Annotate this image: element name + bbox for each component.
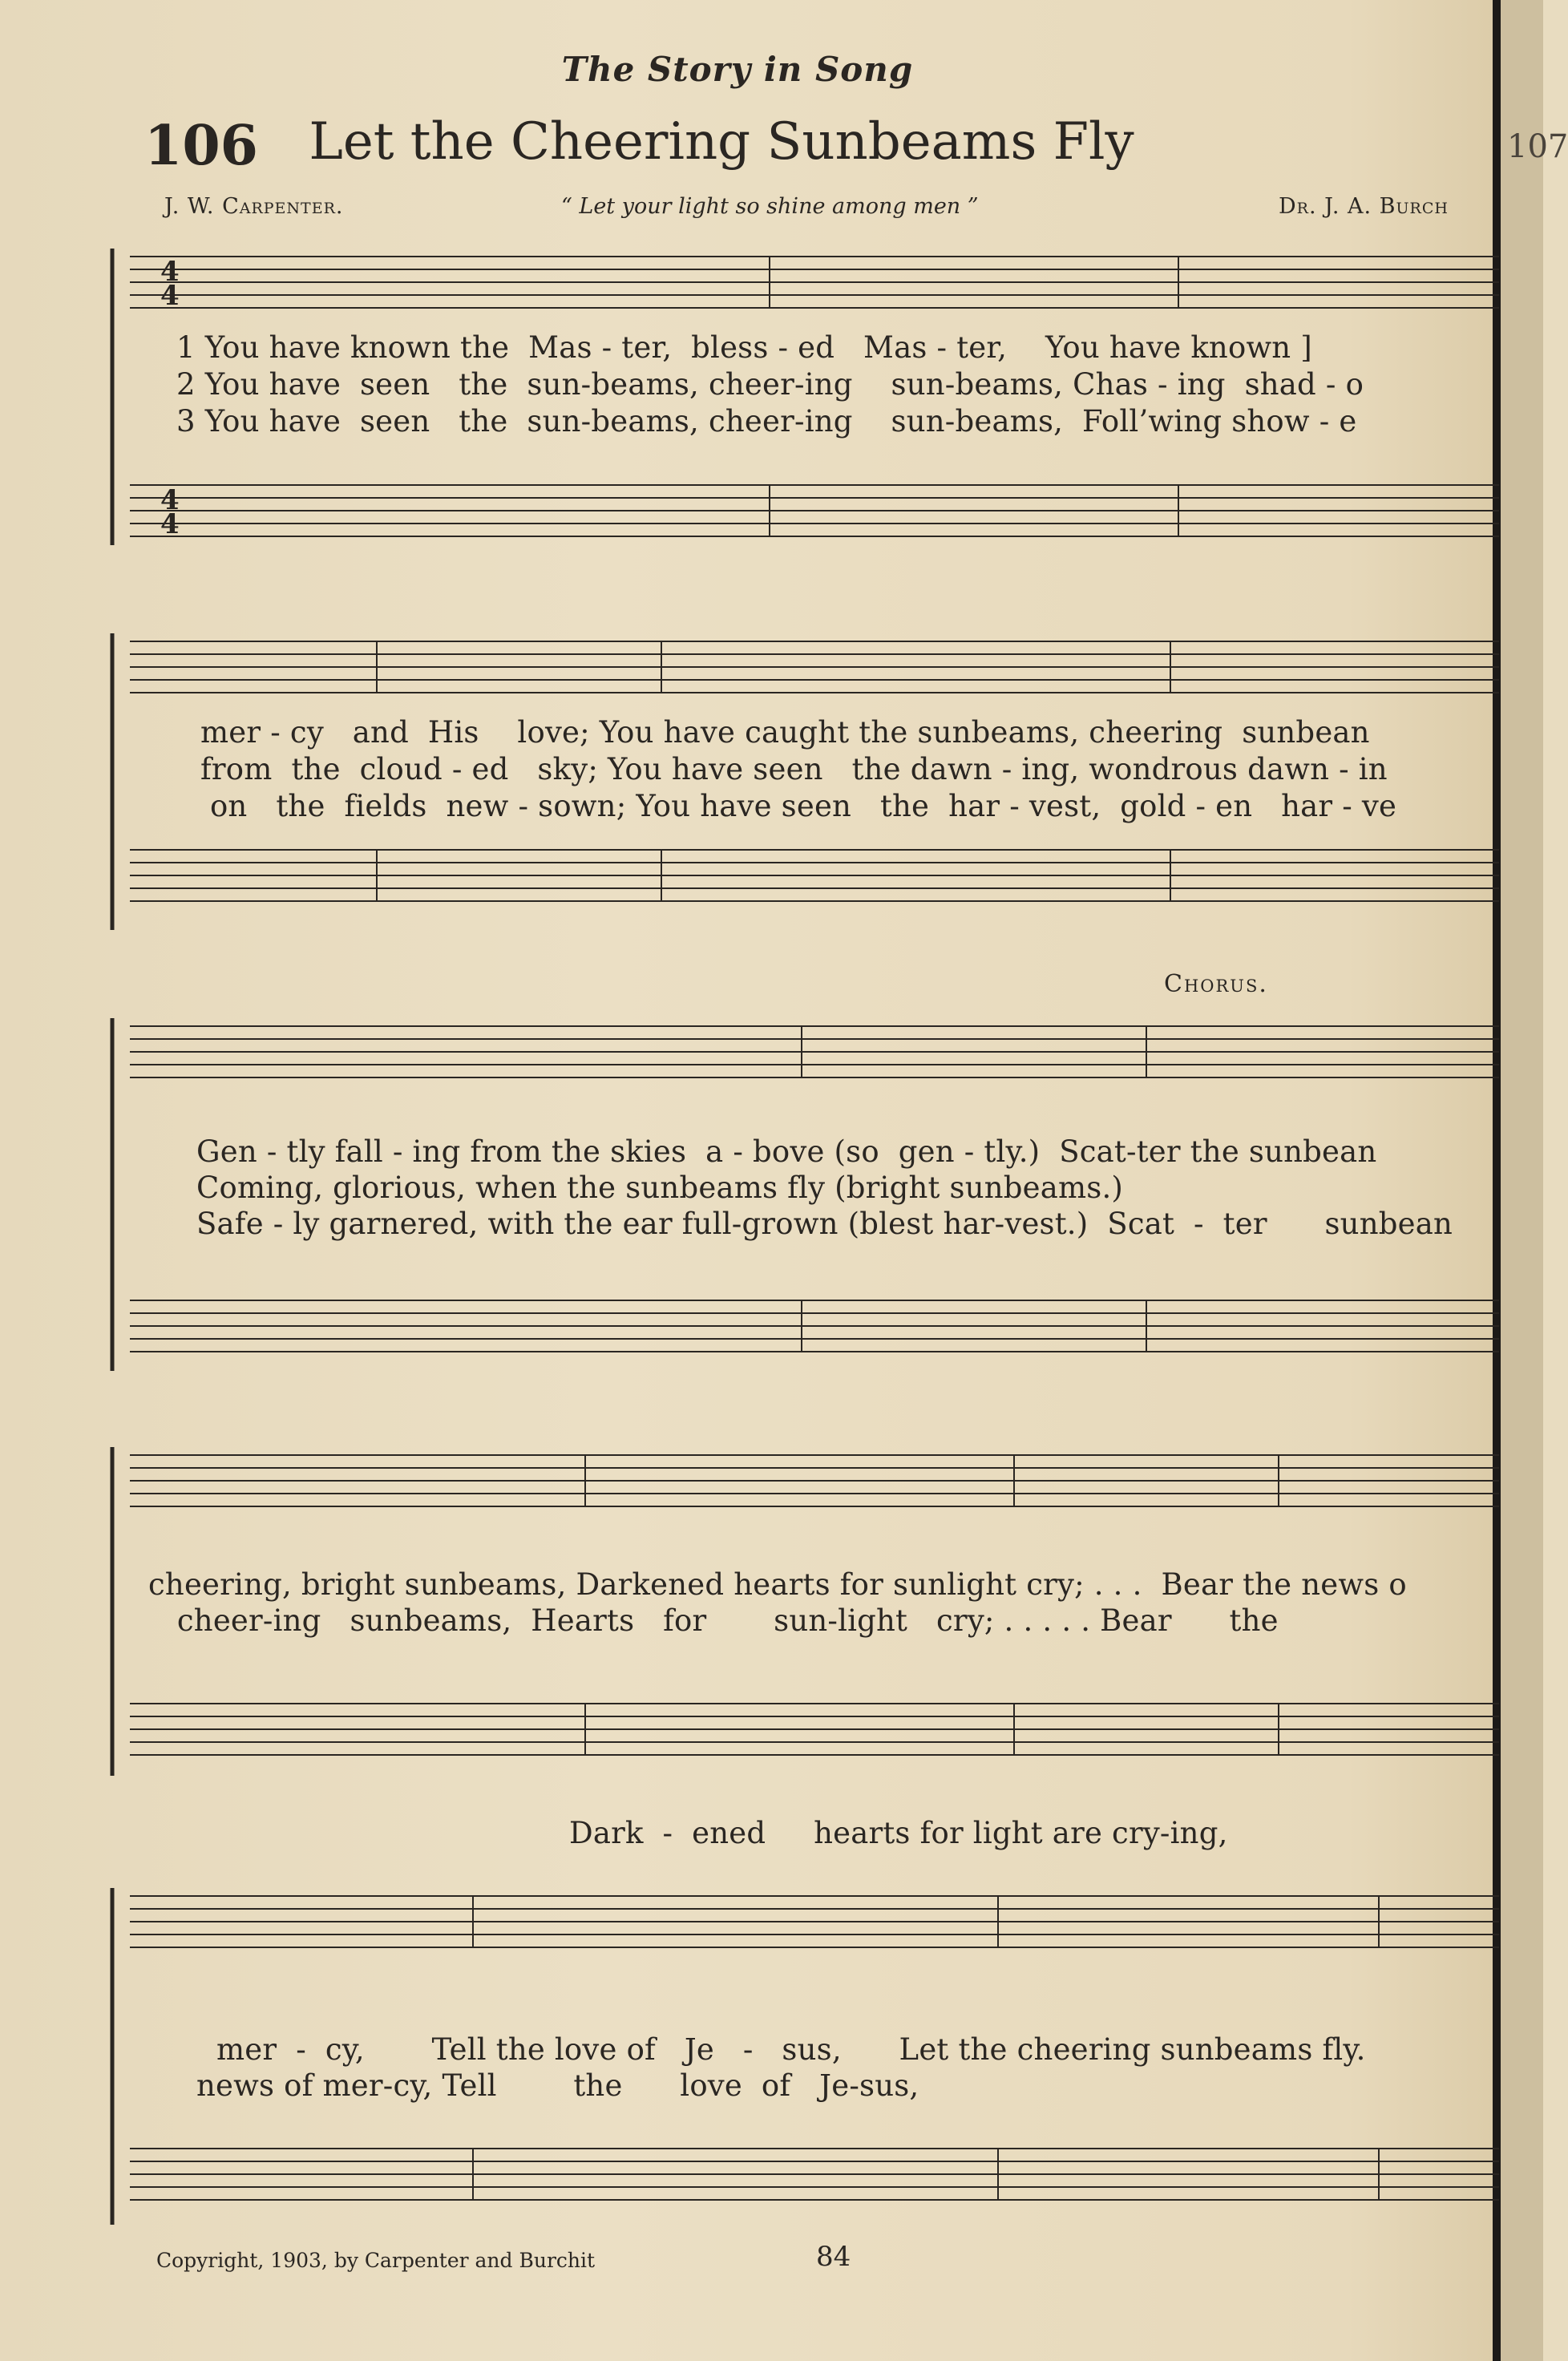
composer-credit: Dr. J. A. Burch <box>1279 194 1449 219</box>
verse-2-lyric: Coming, glorious, when the sunbeams fly (bright sunbeams.) <box>196 1170 1124 1205</box>
hymn-title: Let the Cheering Sunbeams Fly <box>309 112 1134 172</box>
svg-text:4: 4 <box>160 280 180 312</box>
svg-text:4: 4 <box>160 508 180 540</box>
bass-lyric: Dark - ened hearts for light are cry-ing, <box>569 1816 1228 1850</box>
hymn-number: 106 <box>144 114 258 178</box>
verse-2-lyric: from the cloud - ed sky; You have seen the dawn - ing, wondrous dawn - in <box>200 752 1388 786</box>
page-number: 84 <box>816 2241 851 2273</box>
verse-1-lyric: 1 You have known the Mas - ter, bless - ed Mas - ter, You have known ] <box>176 330 1312 365</box>
music-system-1 <box>112 241 1507 561</box>
verse-1-lyric: Gen - tly fall - ing from the skies a - bove (so gen - tly.) Scat-ter the sunbean <box>196 1134 1377 1169</box>
copyright-notice: Copyright, 1903, by Carpenter and Burchit <box>156 2249 596 2272</box>
verse-3-lyric: Safe - ly garnered, with the ear full-grown (blest har-vest.) Scat - ter sunbean <box>196 1207 1453 1241</box>
verse-2-lyric: 2 You have seen the sun-beams, cheer-ing sun-beams, Chas - ing shad - o <box>176 367 1364 402</box>
verse-2-lyric: news of mer-cy, Tell the love of Je-sus, <box>196 2068 919 2103</box>
chorus-label: Chorus. <box>1164 970 1268 998</box>
svg-text:4: 4 <box>160 484 180 516</box>
running-head: The Story in Song <box>561 50 914 89</box>
facing-page-number: 107 <box>1507 128 1568 165</box>
verse-1-lyric: mer - cy and His love; You have caught the sunbeams, cheering sunbean <box>200 715 1370 750</box>
verse-3-lyric: on the fields new - sown; You have seen the har - vest, gold - en har - ve <box>200 789 1397 823</box>
music-system-2 <box>112 625 1507 998</box>
music-system-5 <box>112 1880 1507 2233</box>
music-system-3 <box>112 1010 1507 1379</box>
lyricist-credit: J. W. Carpenter. <box>164 194 344 219</box>
scripture-epigraph: “ Let your light so shine among men ” <box>561 194 979 219</box>
verse-3-lyric: 3 You have seen the sun-beams, cheer-ing sun-beams, Foll’wing show - e <box>176 404 1357 439</box>
svg-text:4: 4 <box>160 256 180 288</box>
verse-2-lyric: cheer-ing sunbeams, Hearts for sun-light cry; . . . . . Bear the <box>148 1603 1279 1638</box>
music-system-4 <box>112 1439 1507 1850</box>
verse-1-lyric: cheering, bright sunbeams, Darkened hearts for sunlight cry; . . . Bear the news o <box>148 1567 1407 1602</box>
verse-1-lyric: mer - cy, Tell the love of Je - sus, Let the cheering sunbeams fly. <box>216 2032 1366 2067</box>
